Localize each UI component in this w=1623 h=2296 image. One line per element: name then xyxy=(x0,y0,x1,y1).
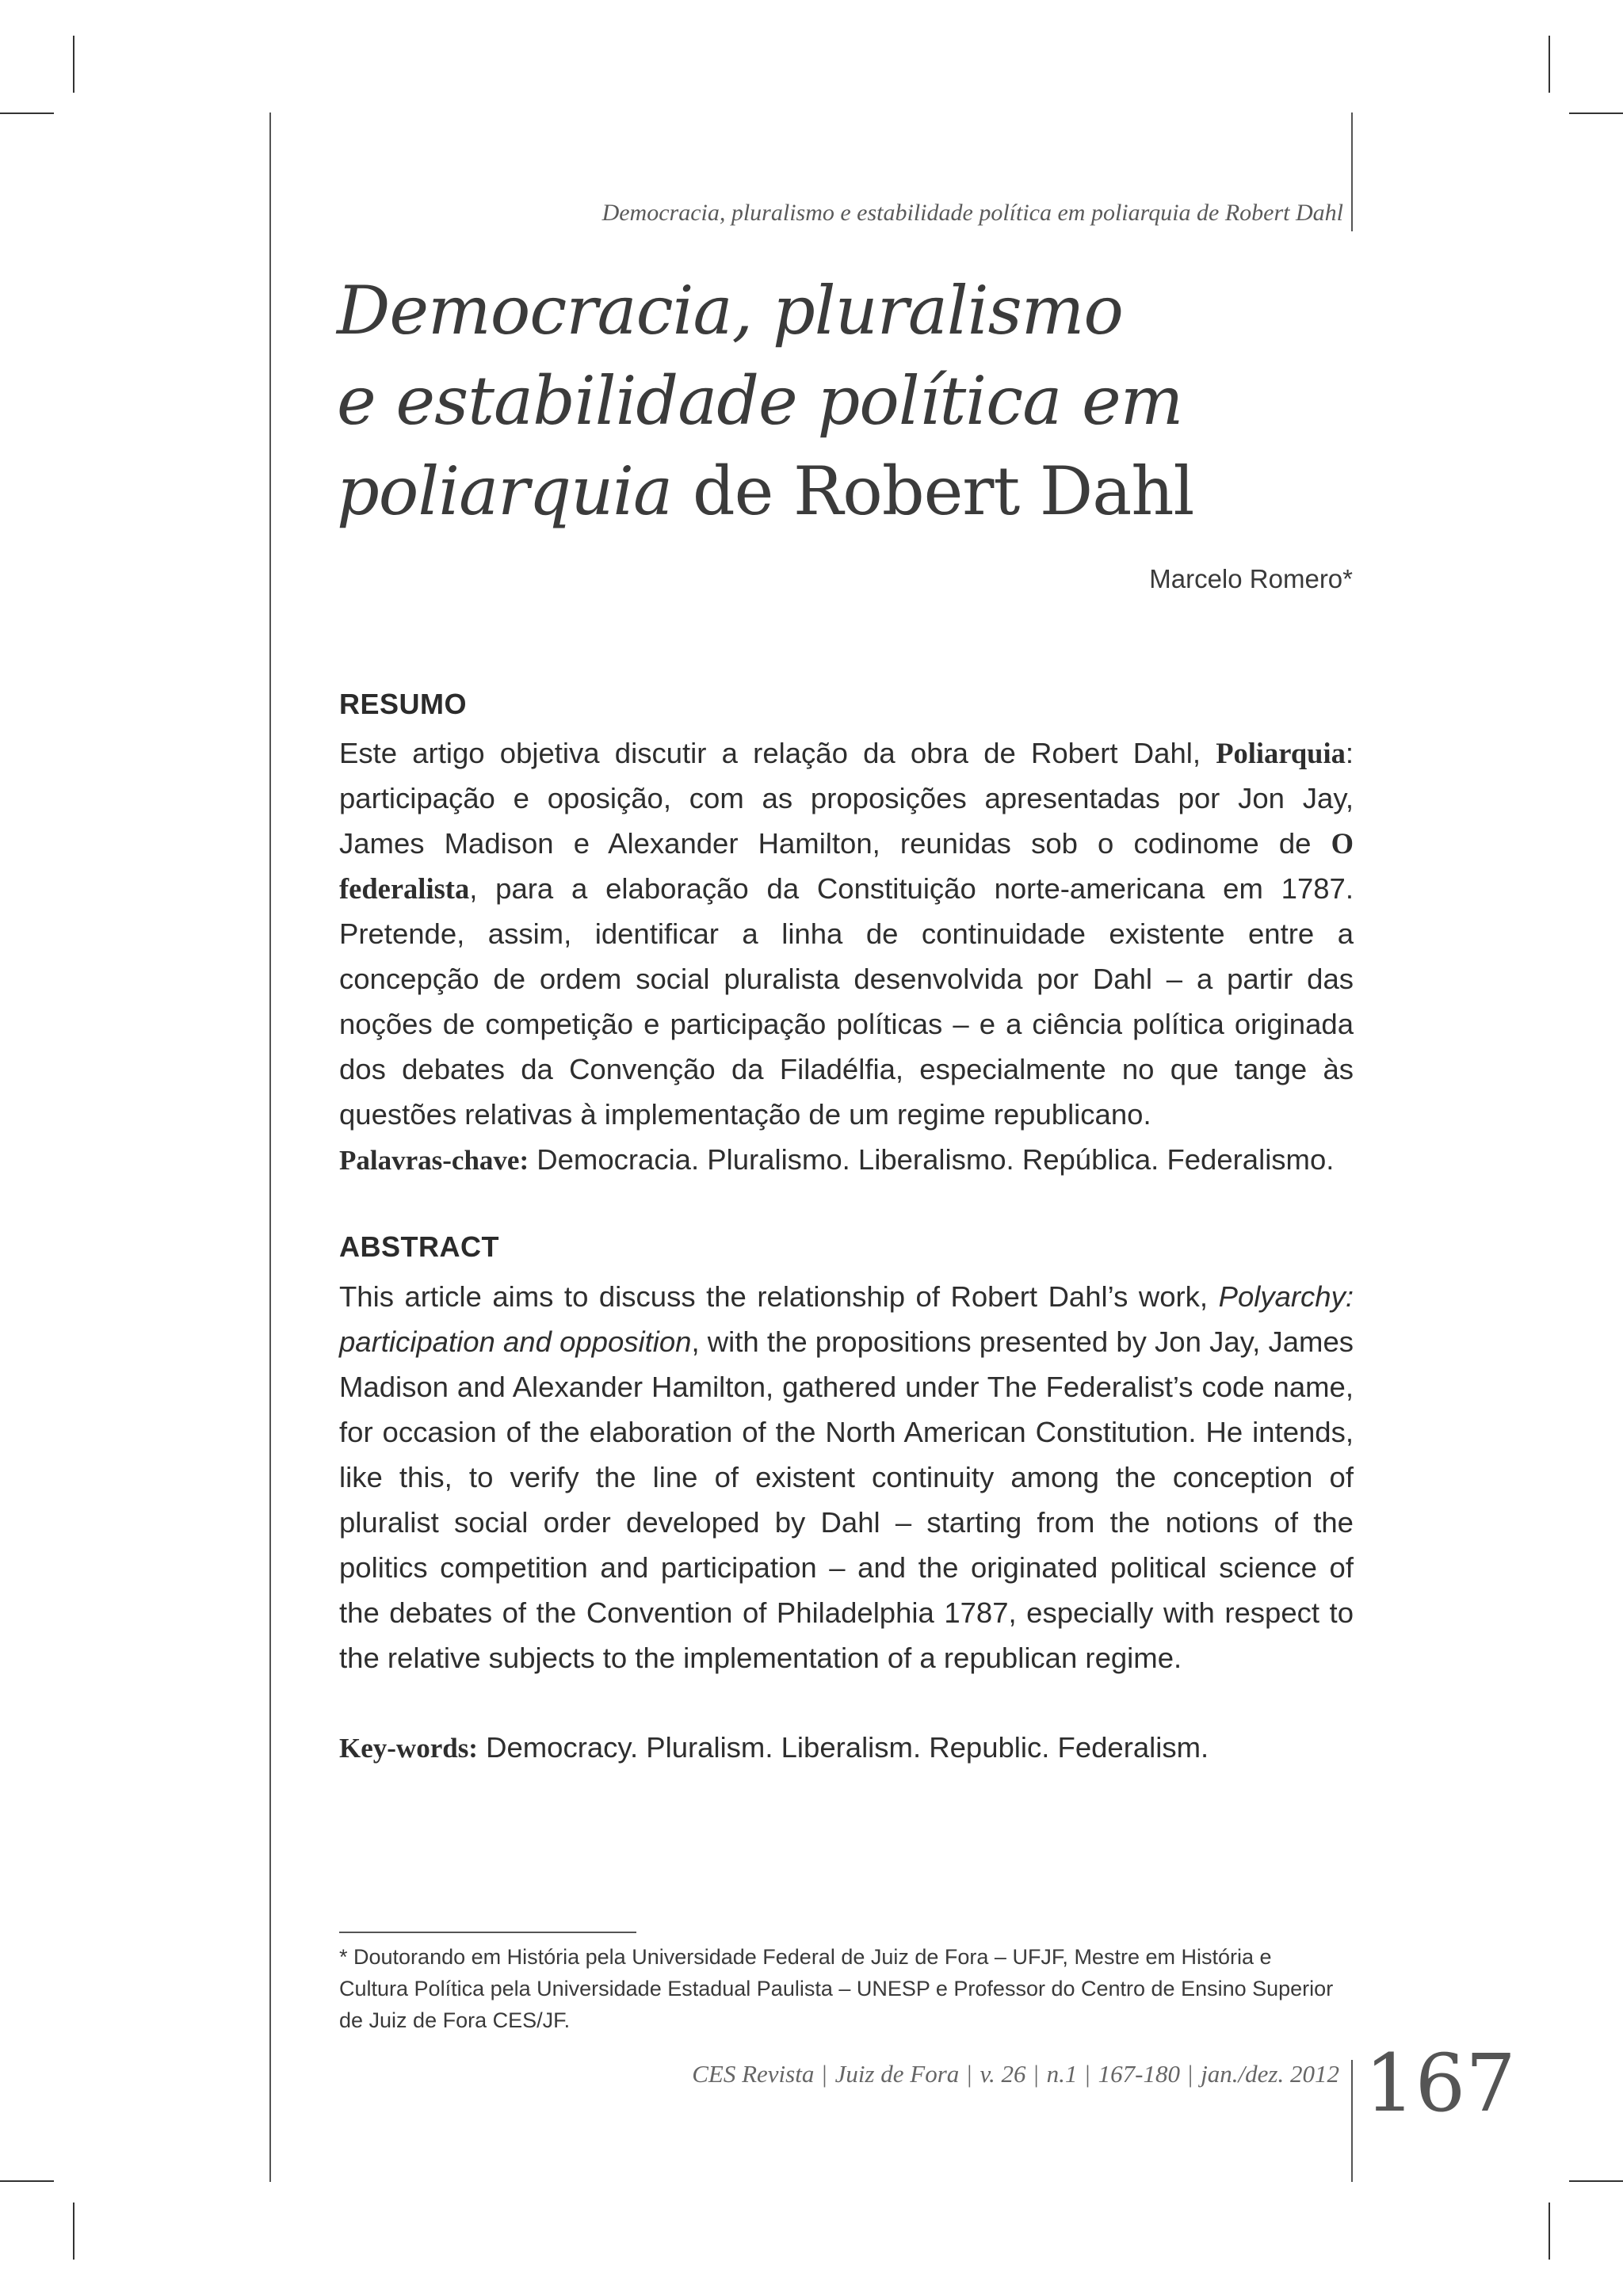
footer-volume: v. 26 xyxy=(980,2060,1026,2088)
resumo-keywords xyxy=(339,1137,1361,1183)
footer-separator: | xyxy=(967,2060,972,2088)
resumo-text-1: Este artigo objetiva discutir a relação da obra de Robert Dahl, xyxy=(339,737,1216,769)
resumo-bold-poliarquia: Poliarquia xyxy=(1216,737,1346,769)
resumo-heading: RESUMO xyxy=(339,688,468,720)
crop-mark-top-left-v xyxy=(73,36,74,93)
abstract-keywords-text: Democracy. Pluralism. Liberalism. Republic. Federalism. xyxy=(477,1731,1209,1764)
footer-journal: CES Revista xyxy=(692,2060,815,2088)
article-title xyxy=(337,265,1367,536)
abstract-keywords xyxy=(339,1725,1361,1771)
footer-separator: | xyxy=(1187,2060,1193,2088)
resumo-bold-federalista: O federalista xyxy=(339,827,1354,905)
crop-mark-top-right-v xyxy=(1549,36,1550,93)
abstract-text-2: , with the propositions presented by Jon Jay, James Madison and Alexander Hamilton, gathered under The Federalist’s code name, for occasion of the elaboration of the North American Constitution. He intends, like this, to verify the line of existent continuity among the conception of pluralist social order developed by Dahl – starting from the notions of the politics competition and participation – and the originated political science of the debates of the Convention of Philadelphia 1787, especially with respect to the relative subjects to the implementation of a republican regime. xyxy=(339,1325,1354,1674)
left-margin-rule xyxy=(269,113,271,2182)
crop-mark-bottom-right-h xyxy=(1569,2180,1623,2182)
footer-separator: | xyxy=(1033,2060,1039,2088)
abstract-heading: ABSTRACT xyxy=(339,1230,499,1263)
footer-number: n.1 xyxy=(1046,2060,1078,2088)
resumo-text-3: , para a elaboração da Constituição norte-americana em 1787. Pretende, assim, identificar a linha de continuidade existente entre a concepção de ordem social pluralista desenvolvida por Dahl – a partir das noções de competição e participação políticas – e a ciência política originada dos debates da Convenção da Filadélfia, especialmente no que tange às questões relativas à implementação de um regime republicano. xyxy=(339,872,1354,1131)
footer-separator: | xyxy=(1085,2060,1090,2088)
abstract-keywords-label: Key-words: xyxy=(339,1733,478,1764)
abstract-italic-title: Polyarchy: participation and opposition xyxy=(339,1280,1354,1358)
footer-city: Juiz de Fora xyxy=(834,2060,960,2088)
crop-mark-bottom-left-h xyxy=(0,2180,54,2182)
journal-footer xyxy=(475,2060,1339,2088)
crop-mark-top-left-h xyxy=(0,113,54,114)
resumo-paragraph xyxy=(339,730,1354,1137)
abstract-paragraph xyxy=(339,1274,1354,1680)
crop-mark-top-right-h xyxy=(1569,113,1623,114)
resumo-text-2: : participação e oposição, com as proposições apresentadas por Jon Jay, James Madison e Alexander Hamilton, reunidas sob o codinome de xyxy=(339,737,1354,860)
resumo-keywords-text: Democracia. Pluralismo. Liberalismo. República. Federalismo. xyxy=(529,1143,1335,1176)
footer-separator: | xyxy=(822,2060,827,2088)
footer-pages: 167-180 xyxy=(1098,2060,1180,2088)
author: Marcelo Romero* xyxy=(1149,564,1353,593)
footnote-rule xyxy=(339,1932,636,1933)
title-line-3-rest: de Robert Dahl xyxy=(672,452,1194,530)
title-line-1: Democracia, pluralismo xyxy=(337,272,1123,349)
page-number: 167 xyxy=(1365,2037,1516,2130)
right-header-rule xyxy=(1351,113,1353,231)
crop-mark-bottom-right-v xyxy=(1549,2203,1550,2260)
right-footer-rule xyxy=(1351,2060,1353,2182)
title-line-2: e estabilidade política em xyxy=(337,362,1183,440)
abstract-text-1: This article aims to discuss the relationship of Robert Dahl’s work, xyxy=(339,1280,1219,1313)
title-line-3-italic: poliarquia xyxy=(337,452,673,530)
resumo-keywords-label: Palavras-chave: xyxy=(339,1145,529,1176)
crop-mark-bottom-left-v xyxy=(73,2203,74,2260)
running-head: Democracia, pluralismo e estabilidade política em poliarquia de Robert Dahl xyxy=(601,200,1343,226)
footer-date: jan./dez. 2012 xyxy=(1201,2060,1339,2088)
footnote: * Doutorando em História pela Universidade Federal de Juiz de Fora – UFJF, Mestre em História e Cultura Política pela Universidade Estadual Paulista – UNESP e Professor do Centro de Ensino Superior de Juiz de Fora CES/JF. xyxy=(339,1945,1334,2032)
